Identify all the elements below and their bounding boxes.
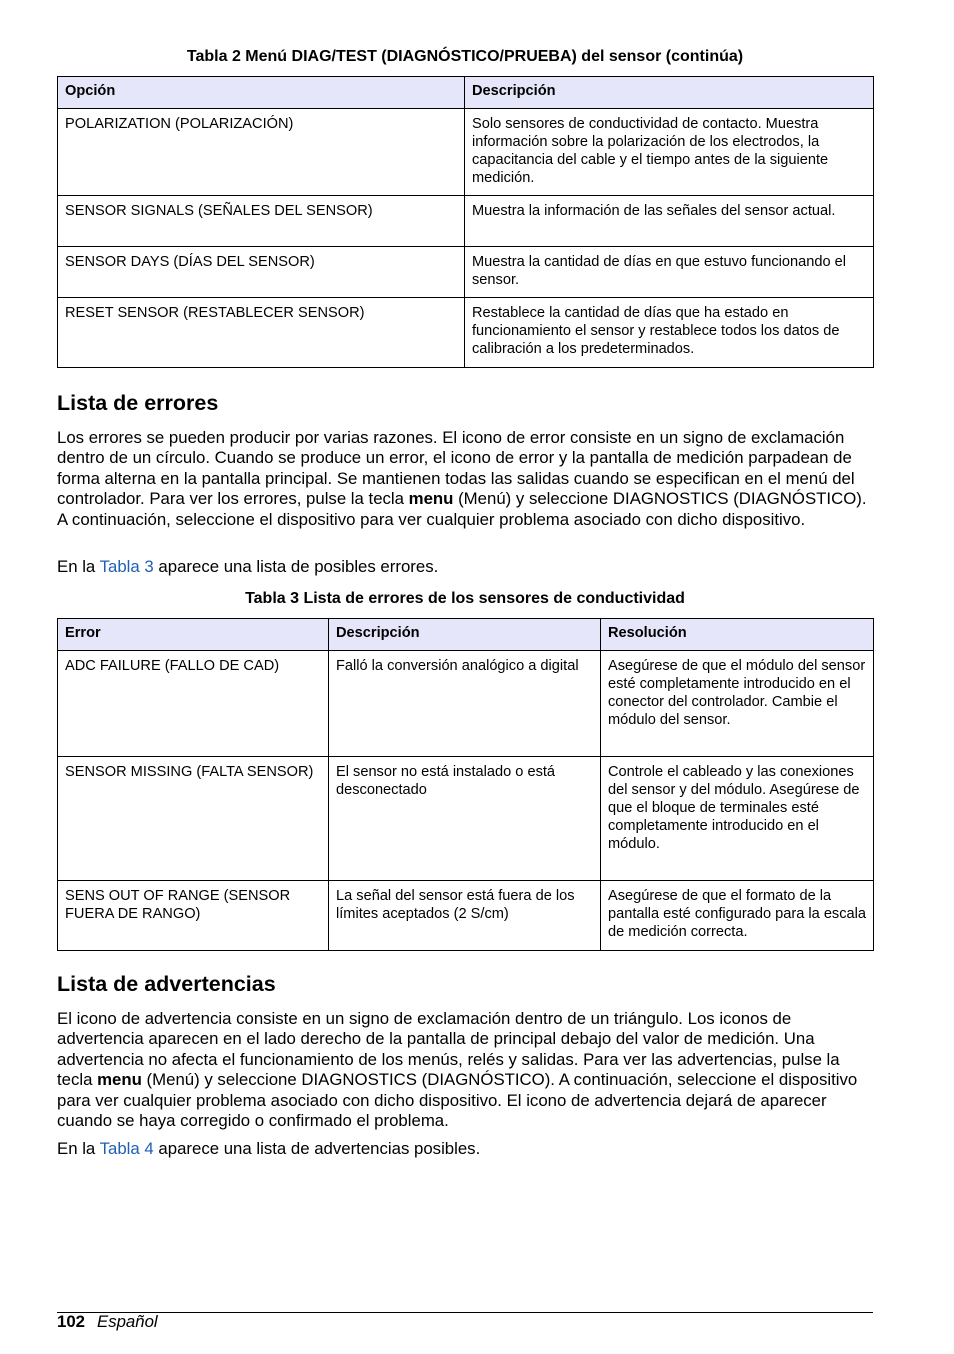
tabla-4-link[interactable]: Tabla 4 <box>99 1139 154 1158</box>
table-cell: ADC FAILURE (FALLO DE CAD) <box>58 651 329 757</box>
table-cell: Solo sensores de conductividad de contacto. Muestra información sobre la polarización de los electrodos, la capacitancia del cable y el tiempo antes de la siguiente medición. <box>465 109 874 196</box>
errors-paragraph-text: Los errores se pueden producir por varias razones. El icono de error consiste en un signo de exclamación dentro de un círculo. Cuando se produce un error, el icono de error y la pantalla de medición parpadean de forma alterna en la pantalla principal. Se mantienen todas las salidas cuando se especifican en el menú del controlador. Para ver los errores, pulse la tecla <box>57 428 855 509</box>
column-header: Descripción <box>329 619 601 651</box>
table-cell: SENS OUT OF RANGE (SENSOR FUERA DE RANGO) <box>58 881 329 951</box>
column-header: Error <box>58 619 329 651</box>
menu-key-label: menu <box>97 1070 142 1090</box>
warnings-paragraph <box>57 1009 873 1131</box>
table-row <box>58 881 874 951</box>
errors-reference <box>57 557 873 577</box>
table-cell: SENSOR MISSING (FALTA SENSOR) <box>58 757 329 881</box>
menu-key-label: menu <box>408 489 454 509</box>
footer-divider <box>57 1312 873 1313</box>
table-cell: Restablece la cantidad de días que ha estado en funcionamiento el sensor y restablece todos los datos de calibración a los predeterminados. <box>465 298 874 368</box>
table-row <box>58 247 874 298</box>
table-cell: SENSOR DAYS (DÍAS DEL SENSOR) <box>58 247 465 298</box>
table-cell: El sensor no está instalado o está desconectado <box>329 757 601 881</box>
table-cell: Controle el cableado y las conexiones del sensor y del módulo. Asegúrese de que el bloque de terminales esté completamente introducido en el módulo. <box>601 757 874 881</box>
table-header-row <box>58 77 874 109</box>
footer-language: Español <box>97 1312 158 1331</box>
table-cell: Asegúrese de que el módulo del sensor esté completamente introducido en el conector del controlador. Cambie el módulo del sensor. <box>601 651 874 757</box>
table-cell: Muestra la información de las señales del sensor actual. <box>465 196 874 247</box>
table-cell: Falló la conversión analógico a digital <box>329 651 601 757</box>
table-cell: RESET SENSOR (RESTABLECER SENSOR) <box>58 298 465 368</box>
reference-suffix: aparece una lista de advertencias posibles. <box>153 1139 481 1158</box>
table2 <box>57 76 874 368</box>
column-header: Descripción <box>465 77 874 109</box>
table-cell: SENSOR SIGNALS (SEÑALES DEL SENSOR) <box>58 196 465 247</box>
reference-suffix: aparece una lista de posibles errores. <box>153 557 439 576</box>
warnings-heading: Lista de advertencias <box>57 972 276 996</box>
table-row <box>58 298 874 368</box>
page-footer <box>57 1312 158 1332</box>
table3-caption: Tabla 3 Lista de errores de los sensores de conductividad <box>245 590 685 607</box>
table-row <box>58 196 874 247</box>
column-header: Resolución <box>601 619 874 651</box>
table-cell: La señal del sensor está fuera de los límites aceptados (2 S/cm) <box>329 881 601 951</box>
table-row <box>58 651 874 757</box>
errors-heading: Lista de errores <box>57 391 219 415</box>
table2-caption: Tabla 2 Menú DIAG/TEST (DIAGNÓSTICO/PRUEBA) del sensor (continúa) <box>186 48 744 65</box>
table-cell: Muestra la cantidad de días en que estuvo funcionando el sensor. <box>465 247 874 298</box>
reference-prefix: En la <box>57 1139 100 1158</box>
page-number: 102 <box>57 1312 85 1331</box>
table3 <box>57 618 874 951</box>
table-cell: Asegúrese de que el formato de la pantalla esté configurado para la escala de medición correcta. <box>601 881 874 951</box>
tabla-3-link[interactable]: Tabla 3 <box>99 557 154 576</box>
reference-prefix: En la <box>57 557 100 576</box>
warnings-paragraph-text-2: (Menú) y seleccione DIAGNOSTICS (DIAGNÓSTICO). A continuación, seleccione el dispositivo para ver cualquier problema asociado con dicho dispositivo. El icono de advertencia dejará de aparecer cuando se haya corregido o confirmado el problema. <box>57 1070 858 1131</box>
warnings-paragraph-text: El icono de advertencia consiste en un signo de exclamación dentro de un triángulo. Los iconos de advertencia aparecen en el lado derecho de la pantalla de principal debajo del valor de medición. Una advertencia no afecta el funcionamiento de los menús, relés y salidas. Para ver las advertencias, pulse la tecla <box>57 1009 840 1090</box>
table-header-row <box>58 619 874 651</box>
warnings-reference <box>57 1139 873 1159</box>
table-row <box>58 757 874 881</box>
table-row <box>58 109 874 196</box>
errors-paragraph-text-2: (Menú) y seleccione DIAGNOSTICS (DIAGNÓSTICO). A continuación, seleccione el dispositivo para ver cualquier problema asociado con dicho dispositivo. <box>57 489 867 529</box>
column-header: Opción <box>58 77 465 109</box>
table-cell: POLARIZATION (POLARIZACIÓN) <box>58 109 465 196</box>
errors-paragraph <box>57 428 873 530</box>
